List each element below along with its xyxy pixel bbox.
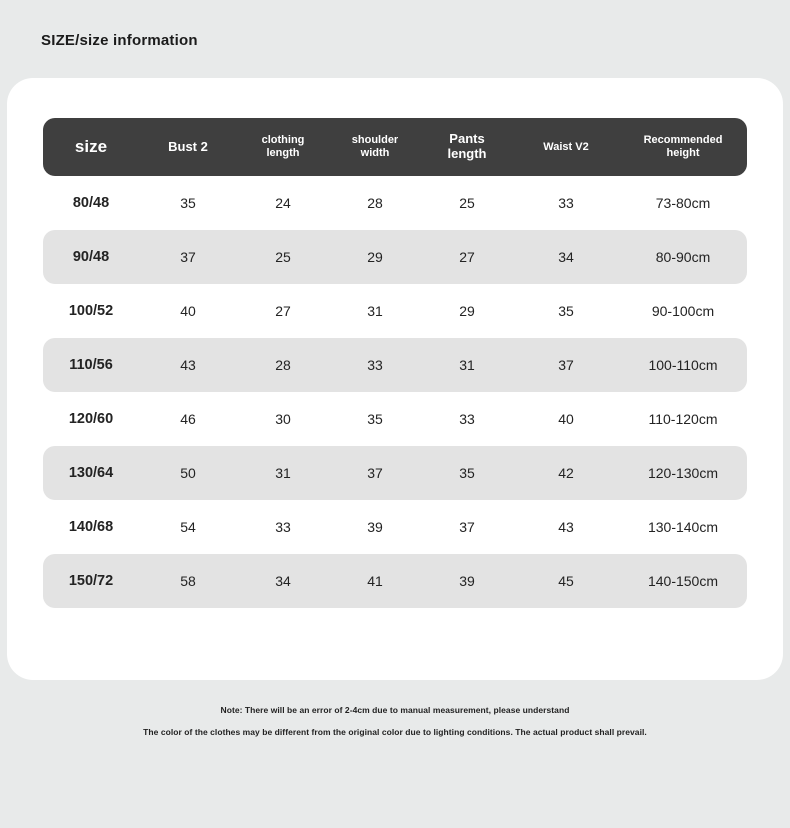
size-table-card: [7, 78, 783, 680]
measurement-cell: 58: [139, 554, 237, 608]
column-header-pants-length: Pants length: [421, 118, 513, 176]
size-label-cell: 80/48: [72, 195, 110, 211]
measurement-cell: 39: [367, 519, 383, 535]
measurement-cell: 29: [459, 303, 475, 319]
measurement-cell: 24: [275, 195, 291, 211]
table-row: [43, 176, 747, 230]
table-row: [43, 446, 747, 500]
measurement-cell: 42: [513, 446, 619, 500]
measurement-cell: 39: [421, 554, 513, 608]
measurement-cell: 27: [275, 303, 291, 319]
measurement-cell: 31: [367, 303, 383, 319]
size-table: [43, 118, 747, 608]
measurement-cell: 28: [367, 195, 383, 211]
measurement-cell: 25: [237, 230, 329, 284]
table-row: [43, 338, 747, 392]
measurement-cell: 29: [329, 230, 421, 284]
measurement-cell: 37: [329, 446, 421, 500]
measurement-cell: 37: [139, 230, 237, 284]
measurement-cell: 43: [139, 338, 237, 392]
measurement-cell: 130-140cm: [647, 519, 719, 535]
measurement-cell: 33: [558, 195, 574, 211]
measurement-cell: 73-80cm: [655, 195, 711, 211]
measurement-cell: 33: [275, 519, 291, 535]
table-row: [43, 554, 747, 608]
measurement-cell: 30: [275, 411, 291, 427]
measurement-cell: 120-130cm: [619, 446, 747, 500]
measurement-cell: 25: [459, 195, 475, 211]
measurement-cell: 33: [329, 338, 421, 392]
measurement-cell: 28: [237, 338, 329, 392]
size-label-cell: 100/52: [68, 303, 114, 319]
measurement-cell: 31: [421, 338, 513, 392]
measurement-cell: 50: [139, 446, 237, 500]
measurement-cell: 33: [459, 411, 475, 427]
table-row: [43, 284, 747, 338]
table-row: [43, 392, 747, 446]
measurement-cell: 43: [558, 519, 574, 535]
table-header-row: [43, 118, 747, 176]
size-label-cell: 90/48: [43, 230, 139, 284]
measurement-cell: 40: [180, 303, 196, 319]
note-measurement-error: Note: There will be an error of 2-4cm due to manual measurement, please understand: [220, 705, 570, 715]
measurement-cell: 41: [329, 554, 421, 608]
measurement-cell: 35: [367, 411, 383, 427]
column-header-clothing-length: clothing length: [237, 118, 329, 176]
measurement-cell: 35: [421, 446, 513, 500]
table-row: [43, 500, 747, 554]
column-header-bust: Bust 2: [139, 118, 237, 176]
size-label-cell: 120/60: [68, 411, 114, 427]
measurement-cell: 37: [513, 338, 619, 392]
note-color-disclaimer: The color of the clothes may be different from the original color due to lighting conditions. The actual product shall prevail.: [143, 727, 647, 737]
column-header-size: size: [43, 118, 139, 176]
size-table-wrapper: [43, 118, 747, 608]
measurement-cell: 90-100cm: [651, 303, 715, 319]
measurement-cell: 34: [237, 554, 329, 608]
size-label-cell: 110/56: [43, 338, 139, 392]
table-row: [43, 230, 747, 284]
column-header-waist: Waist V2: [513, 118, 619, 176]
size-label-cell: 130/64: [43, 446, 139, 500]
notes-section: [0, 705, 790, 749]
measurement-cell: 140-150cm: [619, 554, 747, 608]
measurement-cell: 110-120cm: [648, 411, 718, 427]
measurement-cell: 54: [180, 519, 196, 535]
measurement-cell: 27: [421, 230, 513, 284]
column-header-recommended-height: Recommended height: [619, 118, 747, 176]
measurement-cell: 35: [180, 195, 196, 211]
measurement-cell: 40: [558, 411, 574, 427]
measurement-cell: 31: [237, 446, 329, 500]
measurement-cell: 37: [459, 519, 475, 535]
column-header-shoulder-width: shoulder width: [329, 118, 421, 176]
measurement-cell: 100-110cm: [619, 338, 747, 392]
measurement-cell: 34: [513, 230, 619, 284]
table-body: [43, 176, 747, 608]
size-label-cell: 150/72: [43, 554, 139, 608]
measurement-cell: 46: [180, 411, 196, 427]
table-header: [43, 118, 747, 176]
page-title: SIZE/size information: [41, 32, 198, 49]
measurement-cell: 35: [558, 303, 574, 319]
measurement-cell: 80-90cm: [619, 230, 747, 284]
measurement-cell: 45: [513, 554, 619, 608]
size-label-cell: 140/68: [68, 519, 114, 535]
